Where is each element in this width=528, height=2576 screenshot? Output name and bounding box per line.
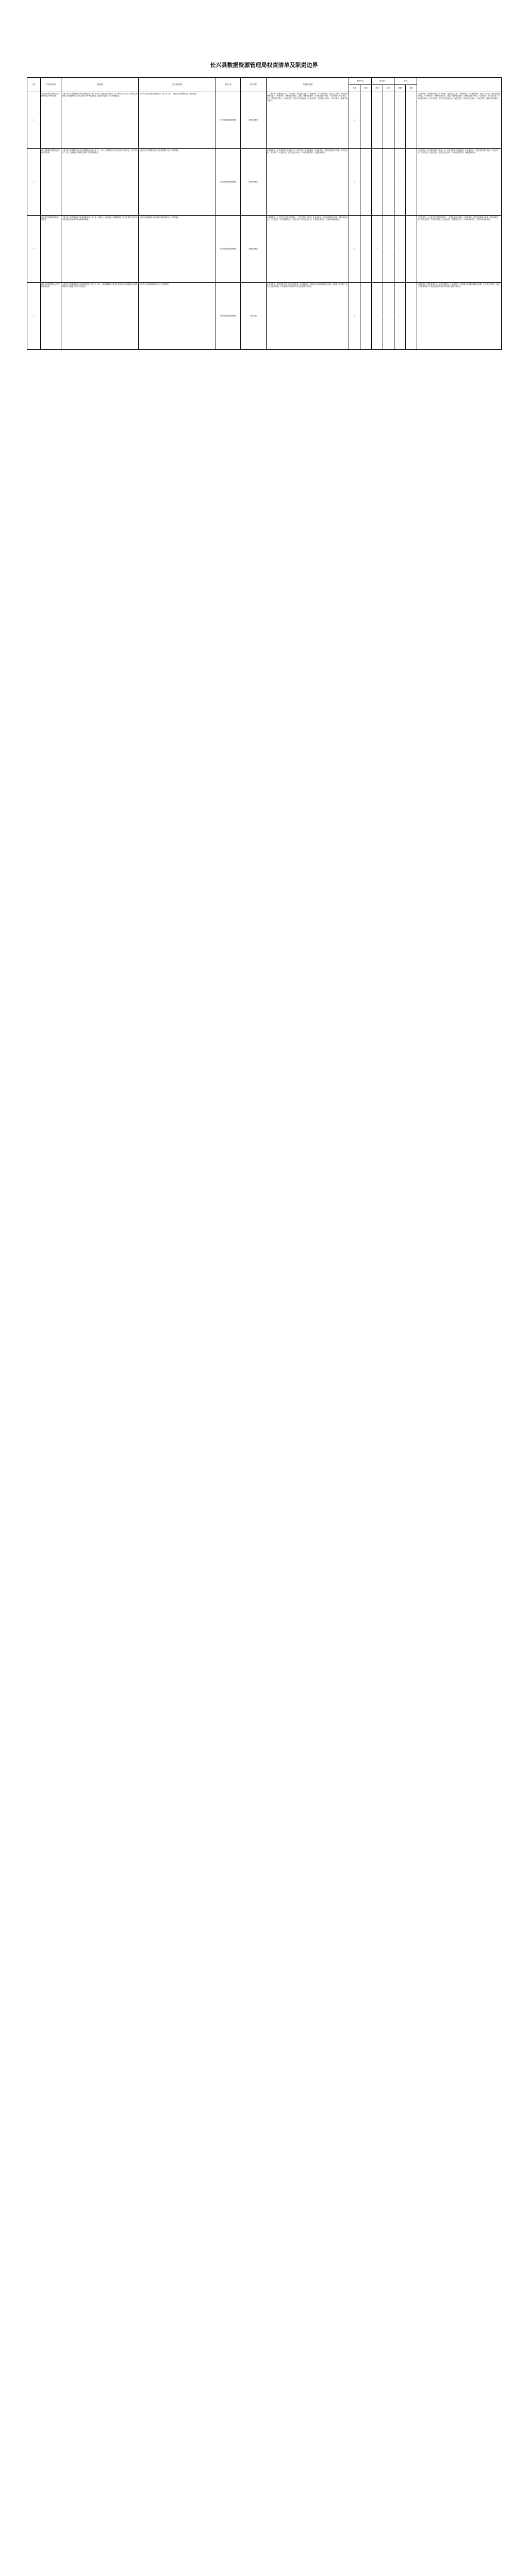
cell-m3: √	[372, 216, 383, 283]
cell-m4	[383, 149, 394, 216]
header-sub-b: 审查	[360, 85, 372, 92]
cell-subject: 长兴县数据资源管理局	[216, 216, 241, 283]
cell-type: 其他行政权力	[241, 216, 267, 283]
cell-resp: 1.受理责任：依法受理或不予受理，并一次性告知不予受理理由。2.审查责任：对提交材料进行审查。3.决定责任：作出决定。4.送达责任：依法送达当事人。5.事后监管责任：加强监督检查。	[417, 149, 502, 216]
cell-m1: √	[349, 283, 360, 350]
cell-resp: 1.受理责任：公示依法应当提交的材料；一次性告知补正材料。2.审查责任：对申请材料进行审查，提出审核意见。3.决定责任：作出审核决定。4.送达责任：制发送达文书。5.事后监管责任：开展项目监督检查。	[417, 216, 502, 283]
cell-m6	[406, 149, 417, 216]
header-duty: 责任事项依据	[139, 78, 216, 92]
cell-type: 其他行政权力	[241, 149, 267, 216]
header-sub-d: 送达	[383, 85, 394, 92]
header-sub-c: 决定	[372, 85, 383, 92]
header-seq: 序号	[27, 78, 41, 92]
header-sub-a2: 受理	[394, 85, 406, 92]
cell-name: 对电子政务网络运行安全的监督检查	[41, 283, 61, 350]
cell-type: 行政检查	[241, 283, 267, 350]
cell-m4	[383, 283, 394, 350]
cell-subject: 长兴县数据资源管理局	[216, 149, 241, 216]
table-row	[27, 216, 502, 283]
header-basis: 实施依据	[61, 78, 139, 92]
cell-resp: 1.受理责任：公示依法应当提交的材料；一次性告知补正材料。2.审查责任：对申请材料进行审查，提出审核意见。3.决定责任：作出审核决定。4.送达责任：制发送达文书。5.事后监管责任：开展项目监督检查。	[267, 216, 349, 283]
cell-basis: 《浙江省公共数据和电子政务管理办法》第三十二条：公共数据和电子政务主管部门应当加强对电子政务网络和公共数据平台的安全监督。	[61, 283, 139, 350]
cell-no: 2	[27, 149, 41, 216]
cell-m6	[406, 92, 417, 149]
cell-m5: √	[394, 149, 406, 216]
cell-basis: 《浙江省公共数据开放与安全管理暂行办法》第三十一条：公共数据开放主体违反本办法规定，有下列行为之一的，由本级公共数据主管部门责令限期改正。	[61, 149, 139, 216]
cell-subject: 长兴县数据资源管理局	[216, 283, 241, 350]
power-list-table	[27, 77, 502, 350]
document-title: 长兴县数据资源管理局权责清单及职责边界	[210, 62, 318, 69]
cell-duty: 《浙江省省级政务信息化项目建设管理办法》相关规定	[139, 216, 216, 283]
cell-m2	[360, 283, 372, 350]
header-sub-b2: 审查	[406, 85, 417, 92]
cell-no: 4	[27, 283, 41, 350]
cell-duty: 《浙江省公共数据开放与安全管理暂行办法》相关规定	[139, 149, 216, 216]
cell-name: 对违反政务信息资源共享管理规定行为的处理	[41, 92, 61, 149]
cell-basis: 《浙江省公共数据和电子政务管理办法》第三十七条：违反本办法规定，有下列行为之一的，由本级人民政府公共数据和电子政务主管部门责令限期改正；逾期不改正的，给予通报批评。	[61, 92, 139, 149]
header-subject: 实施主体	[216, 78, 241, 92]
cell-m2	[360, 92, 372, 149]
cell-m1: √	[349, 149, 360, 216]
cell-m1: √	[349, 216, 360, 283]
cell-m2	[360, 149, 372, 216]
cell-duty: 《中华人民共和国网络安全法》相关规定	[139, 283, 216, 350]
header-group-2: 相关部门	[372, 78, 394, 85]
cell-m3: √	[372, 149, 383, 216]
cell-no: 3	[27, 216, 41, 283]
header-group-1: 承担单位	[349, 78, 372, 85]
cell-resp: 1.立案责任：发现违法行为，予以审查，决定是否立案。2.调查责任：对立案的案件，指定专人负责，及时组织调查取证。3.审查责任：对案件违法事实、证据、调查取证程序、法律适用进行审查。4.告知责任：作出决定前，书面告知当事人。5.决定责任：依法作出处理决定。6.送达责任：依法送达当事人。7.执行责任：监督当事人履行。	[417, 92, 502, 149]
cell-subject: 长兴县数据资源管理局	[216, 92, 241, 149]
cell-m1: √	[349, 92, 360, 149]
header-group-3: 其他	[394, 78, 417, 85]
table-row	[27, 92, 502, 149]
cell-resp: 1.立案责任：发现违法行为，予以审查，决定是否立案。2.调查责任：对立案的案件，指定专人负责，及时组织调查取证。3.审查责任：对案件违法事实、证据、调查取证程序、法律适用进行审查。4.告知责任：作出决定前，书面告知当事人。5.决定责任：依法作出处理决定。6.送达责任：依法送达当事人。7.执行责任：监督当事人履行。	[267, 92, 349, 149]
table-row	[27, 149, 502, 216]
table-row	[27, 283, 502, 350]
header-sub-a: 受理	[349, 85, 360, 92]
cell-basis: 《浙江省公共数据和电子政务管理办法》第十条：县级以上人民政府公共数据和电子政务主管部门负责本行政区域内电子政务项目的统筹管理。	[61, 216, 139, 283]
cell-no: 1	[27, 92, 41, 149]
cell-m5: √	[394, 92, 406, 149]
cell-resp: 1.检查责任：制定检查计划，依法开展检查。2.处置责任：对检查中发现的问题依法处理。3.信息公开责任：依法公开检查结果。4.其他法律法规规章文件规定应履行的责任。	[417, 283, 502, 350]
cell-resp: 1.检查责任：制定检查计划，依法开展检查。2.处置责任：对检查中发现的问题依法处理。3.信息公开责任：依法公开检查结果。4.其他法律法规规章文件规定应履行的责任。	[267, 283, 349, 350]
cell-m4	[383, 216, 394, 283]
cell-m3: √	[372, 92, 383, 149]
cell-type: 其他行政权力	[241, 92, 267, 149]
header-name: 权力事项名称	[41, 78, 61, 92]
cell-m2	[360, 216, 372, 283]
header-remark	[417, 78, 502, 92]
cell-m6	[406, 283, 417, 350]
header-responsibility: 责任事项依据	[267, 78, 349, 92]
header-type: 权力类型	[241, 78, 267, 92]
cell-m4	[383, 92, 394, 149]
cell-duty: 《中华人民共和国行政处罚法》第三十八条、《浙江省行政程序办法》相关规定	[139, 92, 216, 149]
cell-resp: 1.受理责任：依法受理或不予受理，并一次性告知不予受理理由。2.审查责任：对提交材料进行审查。3.决定责任：作出决定。4.送达责任：依法送达当事人。5.事后监管责任：加强监督检查。	[267, 149, 349, 216]
cell-m3: √	[372, 283, 383, 350]
cell-name: 对公共数据开放利用违规行为的处理	[41, 149, 61, 216]
cell-m6	[406, 216, 417, 283]
cell-m5: √	[394, 216, 406, 283]
cell-name: 对政务信息系统建设项目的审核	[41, 216, 61, 283]
cell-m5: √	[394, 283, 406, 350]
